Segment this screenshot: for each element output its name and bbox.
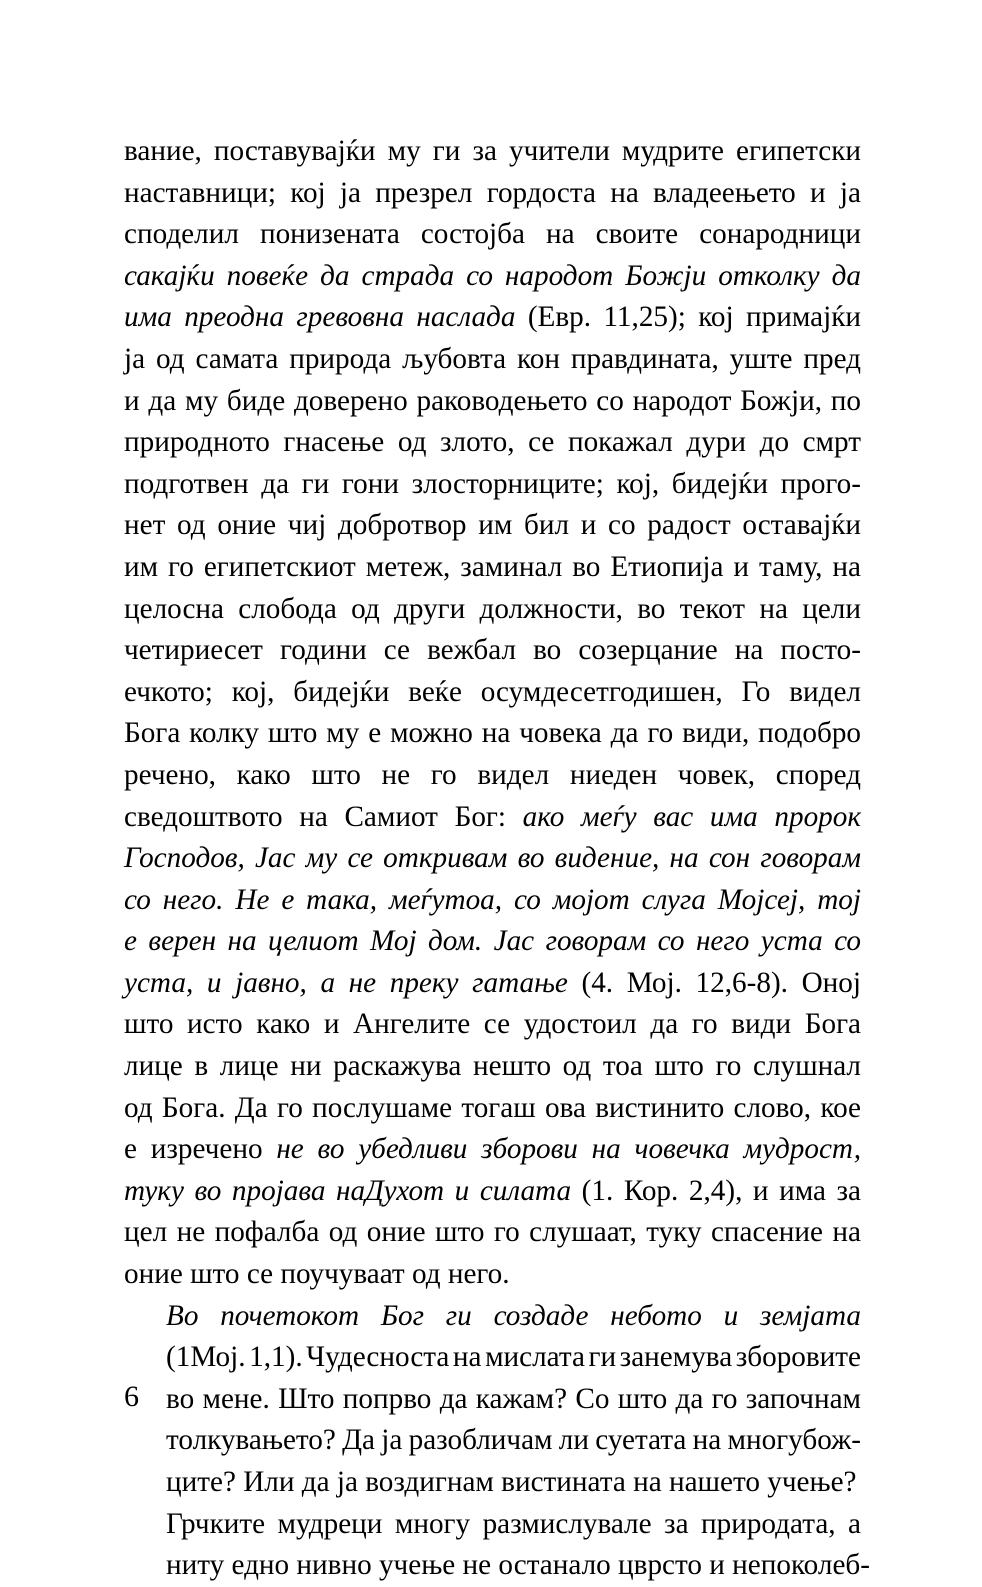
text-run: ците? Или да ја воздигнам вистината на нашето учење? <box>166 1466 857 1498</box>
text-line <box>124 1420 861 1462</box>
text-run: Грчките мудреци многу размислувале за природата, а <box>166 1507 861 1540</box>
italic-run: не во убедливи зборови на човечка мудрост, <box>276 1133 862 1166</box>
text-run: ниту едно нивно учење не останало цврсто и непоколеб- <box>166 1549 870 1582</box>
text-line <box>124 755 861 797</box>
page-number: 6 <box>124 1380 139 1413</box>
text-line <box>124 589 861 631</box>
italic-run: сакајќи повеќе да страда со народот Божји отколку да <box>124 259 861 292</box>
text-run: што исто како и Ангелите се удостоил да го види Бога <box>124 1008 861 1041</box>
text-line <box>124 1004 861 1046</box>
text-line <box>124 880 861 922</box>
text-line <box>124 630 861 672</box>
text-line <box>124 672 861 714</box>
italic-run: туку во пројава наДухот и силата <box>124 1174 572 1207</box>
text-run: оние што се поучуваат од него. <box>124 1258 510 1291</box>
text-run: толкувањето? Да ја разобличам ли суетата на многубож- <box>166 1424 861 1457</box>
paragraph <box>124 1296 861 1504</box>
text-line <box>124 1129 861 1171</box>
text-run: природното гнасење од злото, се покажал дури до смрт <box>124 426 861 459</box>
text-run: ечкото; кој, бидејќи веќе осумдесетгодишен, Го видел <box>124 675 861 708</box>
text-run: вание, поставувајќи му ги за учители мудрите египетски <box>124 135 861 167</box>
text-run: ја од самата природа љубовта кон правдината, уште пред <box>124 342 861 375</box>
text-line <box>124 1296 861 1338</box>
text-run: речено, како што не го видел ниеден човек, според <box>124 758 861 791</box>
text-run: наставници; кој ја презрел гордоста на владеењето и ја <box>124 176 861 209</box>
text-line <box>124 713 861 755</box>
italic-run: Господов, Јас му се откривам во видение, на сон говорам <box>124 842 861 875</box>
text-run: сведоштвото на Самиот Бог: <box>124 800 523 833</box>
text-run: цел не пофалба од оние што го слушаат, туку спасение на <box>124 1216 861 1249</box>
text-run: лице в лице ни раскажува нешто од тоа што го слушнал <box>124 1050 861 1083</box>
italic-run: уста, и јавно, а не преку гатање <box>124 966 568 999</box>
text-run: (1Мој. 1,1). Чудесноста на мислата ги занемува зборовите <box>166 1341 861 1374</box>
text-line <box>124 505 861 547</box>
text-run: е изречено <box>124 1133 277 1166</box>
italic-run: Во почетокот Бог ги создаде небото и земјата <box>166 1299 861 1332</box>
text-line <box>124 173 861 215</box>
text-line <box>124 131 861 173</box>
text-line <box>124 297 861 339</box>
text-line <box>124 339 861 381</box>
text-line <box>124 214 861 256</box>
text-run: во мене. Што попрво да кажам? Со што да го започнам <box>166 1382 862 1415</box>
text-run: нет од оние чиј добротвор им бил и со радост оставајќи <box>124 509 861 542</box>
text-line <box>124 422 861 464</box>
text-run: подготвен да ги гони злосторниците; кој, бидејќи прого- <box>124 467 861 500</box>
text-line <box>124 464 861 506</box>
paragraph <box>124 1504 870 1587</box>
text-line <box>124 797 861 839</box>
text-line <box>124 1337 861 1379</box>
text-line <box>124 1254 861 1296</box>
text-line <box>124 256 861 298</box>
text-run: (1. Кор. 2,4), и има за <box>571 1174 861 1207</box>
text-run: (4. Мој. 12,6-8). Оној <box>567 966 861 999</box>
text-line <box>124 1212 861 1254</box>
text-line <box>124 1504 861 1546</box>
text-line <box>124 1545 870 1587</box>
body-text-column <box>124 131 870 1587</box>
text-run: Бога колку што му е можно на човека да го види, подобро <box>124 717 862 750</box>
text-line <box>124 1171 861 1213</box>
text-run: четириесет години се вежбал во созерцание на посто- <box>124 634 861 667</box>
text-run: целосна слобода од други должности, во текот на цели <box>124 592 861 625</box>
italic-run: со него. Не е така, меѓутоа, со мојот слуга Мојсеј, тој <box>124 883 861 916</box>
italic-run: е верен на целиот Мој дом. Јас говорам со него уста со <box>124 925 861 958</box>
text-line <box>124 963 861 1005</box>
text-run: (Евр. 11,25); кој примајќи <box>515 301 861 334</box>
italic-run: ако меѓу вас има пророк <box>522 800 862 833</box>
text-line <box>124 547 861 589</box>
text-run: и да му биде доверено раководењето со народот Божји, по <box>124 384 862 417</box>
text-line <box>124 1046 861 1088</box>
text-run: споделил понизената состојба на своите сонародници <box>124 218 861 251</box>
text-line <box>124 1088 861 1130</box>
text-run: им го египетскиот метеж, заминал во Етиопија и таму, на <box>124 550 861 583</box>
text-line <box>124 1462 861 1504</box>
text-line <box>124 921 861 963</box>
italic-run: има преодна гревовна наслада <box>124 301 516 334</box>
text-line <box>124 838 861 880</box>
text-line <box>124 381 861 423</box>
paragraph <box>124 131 861 1296</box>
text-run: од Бога. Да го послушаме тогаш ова вистинито слово, кое <box>124 1091 861 1124</box>
text-line <box>124 1379 861 1421</box>
